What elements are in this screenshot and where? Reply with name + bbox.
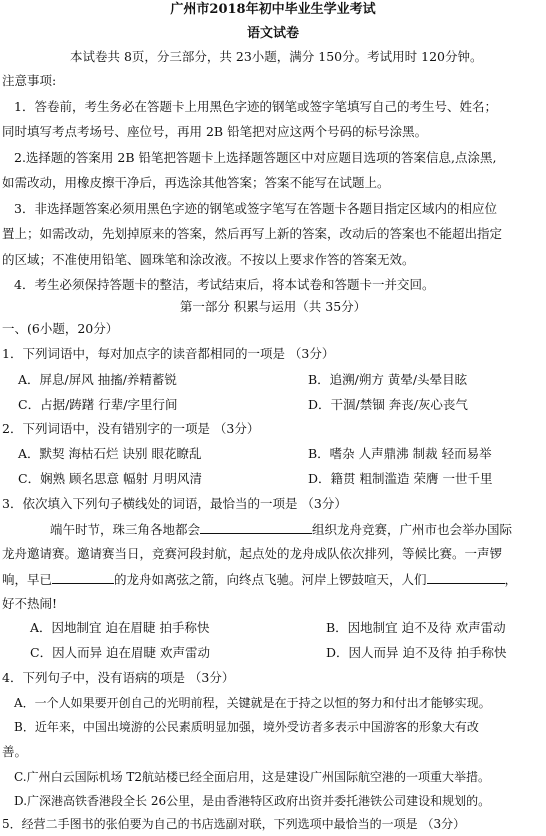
q3-option-b: B．因地制宜 迫不及待 欢声雷动 <box>326 620 506 635</box>
q2-option-d: D．籍贯 粗制滥造 荣膺 一世千里 <box>308 471 493 486</box>
q3-passage-line-4: 好不热闹! <box>2 596 58 611</box>
q1-option-c: C．占据/踌躇 行辈/字里行间 <box>18 397 178 412</box>
notice-2-line-1: 2.选择题的答案用 2B 铅笔把答题卡上选择题答题区中对应题目选项的答案信息,点涂黑, <box>14 150 497 165</box>
notice-3-line-3: 的区域；不准使用铅笔、圆珠笔和涂改液。不按以上要求作答的答案无效。 <box>2 252 415 267</box>
q3-blank-2[interactable] <box>52 571 114 584</box>
q3-passage-line-2: 龙舟邀请赛。邀请赛当日，竞赛河段封航，起点处的龙舟成队依次排列，等候比赛。一声锣 <box>2 546 503 561</box>
q3-passage-text-1a: 端午时节，珠三角各地都会 <box>50 522 201 537</box>
notice-1-line-1: 1．答卷前，考生务必在答题卡上用黑色字迹的钢笔或签字笔填写自己的考生号、姓名； <box>14 99 497 114</box>
q3-passage-text-1b: 组织龙舟竞赛，广州市也会举办国际 <box>312 522 513 537</box>
notice-heading: 注意事项: <box>2 73 57 88</box>
q5-stem: 5．经营二手图书的张伯要为自己的书店选副对联，下列选项中最恰当的一项是 （3分） <box>2 817 466 831</box>
q4-option-c: C.广州白云国际机场 T2航站楼已经全面启用，这是建设广州国际航空港的一项重大举措。 <box>14 770 491 784</box>
q4-option-b-line-2: 善。 <box>2 744 28 759</box>
q4-option-b-line-1: B．近年来，中国出境游的公民素质明显加强，境外受访者多表示中国游客的形象大有改 <box>14 720 479 734</box>
notice-1-line-2: 同时填写考点考场号、座位号，再用 2B 铅笔把对应这两个号码的标号涂黑。 <box>2 124 428 139</box>
q3-passage-text-3c: ， <box>504 572 518 587</box>
q2-option-b: B．嗜杂 人声鼎沸 制裁 轻而易举 <box>308 446 492 461</box>
notice-4-line-1: 4．考生必须保持答题卡的整洁，考试结束后，将本试卷和答题卡一并交回。 <box>14 277 435 292</box>
exam-intro: 本试卷共 8页，分三部分，共 23小题，满分 150分。考试用时 120分钟。 <box>70 49 483 64</box>
notice-3-line-2: 置上；如需改动，先划掉原来的答案，然后再写上新的答案，改动后的答案也不能超出指定 <box>2 226 503 241</box>
section1-heading: 一、(6小题，20分） <box>2 321 119 336</box>
q3-option-c: C．因人而异 迫在眉睫 欢声雷动 <box>30 645 211 660</box>
q3-option-d: D．因人而异 迫不及待 拍手称快 <box>326 645 507 660</box>
q1-stem: 1．下列词语中，每对加点字的读音都相同的一项是 （3分） <box>2 346 335 361</box>
q3-stem: 3．依次填入下列句子横线处的词语，最恰当的一项是 （3分） <box>2 496 347 511</box>
q1-option-b: B．追溯/朔方 黄晕/头晕目眩 <box>308 372 468 387</box>
q2-stem: 2．下列词语中，没有错别字的一项是 （3分） <box>2 421 260 436</box>
part1-heading: 第一部分 积累与运用（共 35分） <box>179 299 367 314</box>
q4-stem: 4．下列句子中，没有语病的项是 （3分） <box>2 670 235 685</box>
q3-passage-line-3 <box>2 571 546 588</box>
notice-3-line-1: 3．非选择题答案必须用黑色字迹的钢笔或签字笔写在答题卡各题目指定区域内的相应位 <box>14 201 497 216</box>
q4-option-a: A．一个人如果要开创自己的光明前程，关键就是在于持之以恒的努力和付出才能够实现。 <box>14 696 491 710</box>
q3-passage-text-3b: 的龙舟如离弦之箭，向终点飞驰。河岸上锣鼓喧天，人们 <box>114 572 427 587</box>
q3-passage-line-1 <box>50 521 546 538</box>
notice-2-line-2: 如需改动，用橡皮擦干净后，再选涂其他答案；答案不能写在试题上。 <box>2 175 390 190</box>
q2-option-a: A．默契 海枯石烂 诀别 眼花瞭乱 <box>18 446 202 461</box>
q3-passage-text-3a: 响，早已 <box>2 572 53 587</box>
exam-subtitle: 语文试卷 <box>246 26 299 41</box>
q3-blank-1[interactable] <box>200 521 312 534</box>
q3-blank-3[interactable] <box>427 571 505 584</box>
q3-option-a: A．因地制宜 迫在眉睫 拍手称快 <box>30 620 210 635</box>
exam-title: 广州市2018年初中毕业生学业考试 <box>170 2 376 17</box>
q1-option-a: A．屏息/屏风 抽搐/养精蓄锐 <box>18 372 177 387</box>
q4-option-d: D.广深港高铁香港段全长 26公里，是由香港特区政府出资并委托港铁公司建设和规划的。 <box>14 794 491 808</box>
q2-option-c: C．娴熟 顾名思意 幅射 月明风清 <box>18 471 202 486</box>
q1-option-d: D．干涸/禁锢 奔丧/灰心丧气 <box>308 397 468 412</box>
